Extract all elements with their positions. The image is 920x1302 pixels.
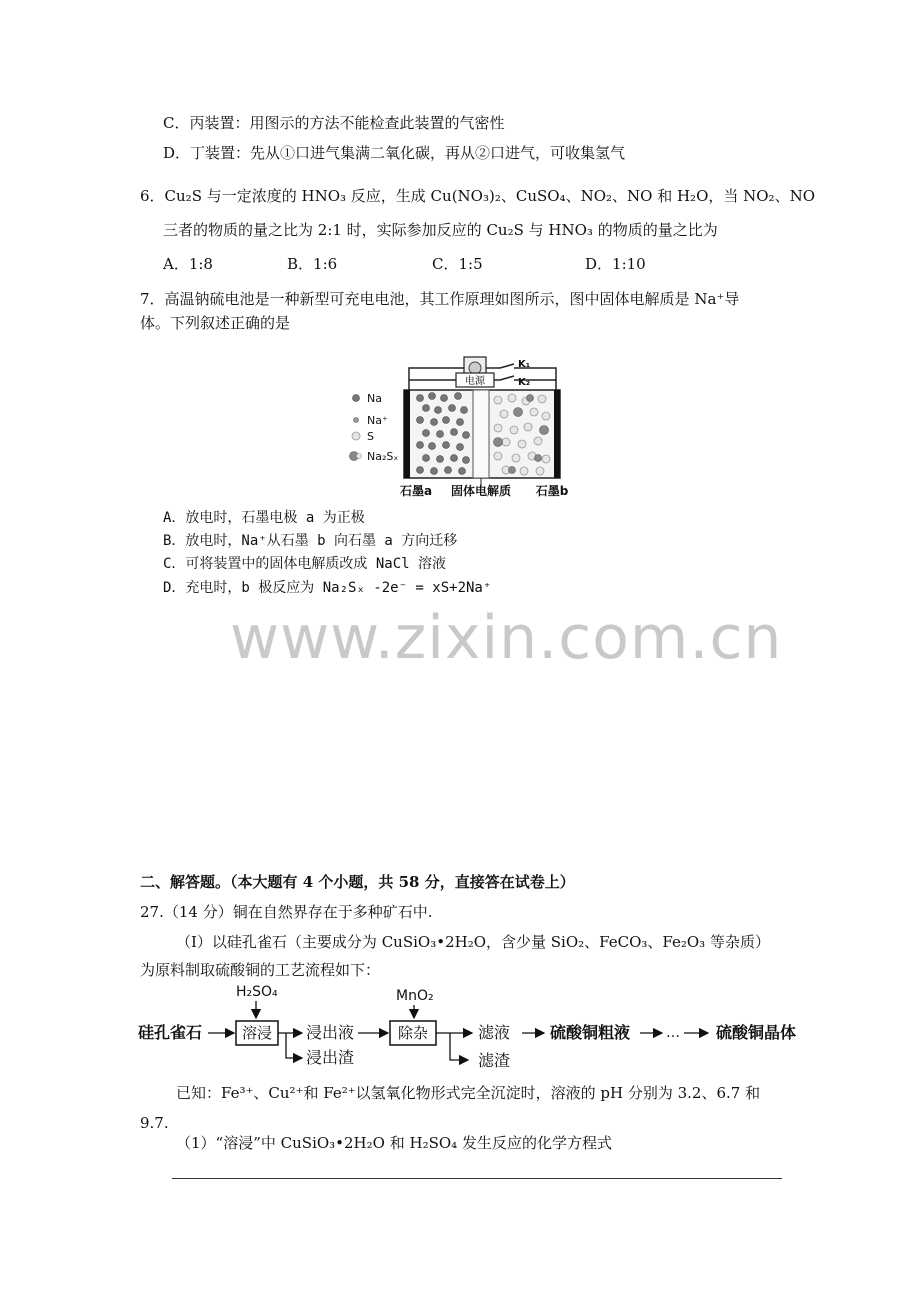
q7-stem-line2: 体。下列叙述正确的是	[140, 314, 291, 332]
q6-option-c: C．1:5	[432, 255, 483, 273]
q27-known-line2: 9.7.	[140, 1114, 169, 1132]
flow-residue-1: 浸出渣	[306, 1048, 355, 1067]
flow-filtrate: 滤液	[478, 1023, 511, 1042]
q27-line3: 为原料制取硫酸铜的工艺流程如下：	[140, 961, 381, 979]
electrode-a	[404, 390, 410, 478]
q27-sub1: （1）“溶浸”中 CuSiO₃•2H₂O 和 H₂SO₄ 发生反应的化学方程式	[176, 1134, 612, 1152]
switch-k1	[500, 364, 514, 368]
label-k1: K₁	[518, 359, 531, 370]
label-solid-electrolyte: 固体电解质	[450, 484, 512, 498]
flow-ellipsis: …	[666, 1025, 680, 1041]
flow-residue-2: 滤渣	[478, 1051, 511, 1070]
diagram-legend	[350, 392, 399, 463]
reagent-mno2: MnO₂	[396, 988, 434, 1004]
q7-option-c: C．可将装置中的固体电解质改成 NaCl 溶液	[163, 556, 446, 572]
electrode-b	[554, 390, 560, 478]
label-k2: K₂	[518, 377, 531, 388]
q27-line1: 27.（14 分）铜在自然界存在于多种矿石中.	[140, 903, 433, 921]
q6-option-b: B．1:6	[287, 255, 338, 273]
answer-line	[172, 1178, 782, 1179]
solid-electrolyte	[473, 390, 489, 478]
label-graphite-b: 石墨b	[535, 484, 569, 498]
flow-raw-material: 硅孔雀石	[138, 1023, 203, 1042]
flow-crude-solution: 硫酸铜粗液	[550, 1023, 631, 1042]
process-flow-chart	[138, 980, 810, 1080]
q6-stem-line1: 6．Cu₂S 与一定浓度的 HNO₃ 反应，生成 Cu(NO₃)₂、CuSO₄、NO₂、NO 和 H₂O，当 NO₂、NO	[140, 187, 815, 205]
q6-option-a: A．1:8	[163, 255, 213, 273]
flow-leachate: 浸出液	[306, 1023, 355, 1042]
legend-na: Na	[367, 392, 382, 405]
label-graphite-a: 石墨a	[399, 484, 433, 498]
q5-option-d: D．丁装置：先从①口进气集满二氧化碳，再从②口进气，可收集氢气	[163, 144, 626, 162]
q6-option-d: D．1:10	[585, 255, 646, 273]
legend-na-plus: Na⁺	[367, 414, 388, 427]
q27-known-line1: 已知：Fe³⁺、Cu²⁺和 Fe²⁺以氢氧化物形式完全沉淀时，溶液的 pH 分别为 3.2、6.7 和	[176, 1084, 761, 1102]
reagent-h2so4: H₂SO₄	[236, 984, 278, 1000]
power-source-label: 电源	[465, 376, 485, 387]
switch-k2	[500, 376, 514, 380]
flow-step-leaching-label: 溶浸	[241, 1024, 273, 1042]
section2-heading: 二、解答题。（本大题有 4 个小题，共 58 分，直接答在试卷上）	[140, 873, 575, 891]
legend-s: S	[367, 430, 374, 443]
q7-option-b: B．放电时，Na⁺从石墨 b 向石墨 a 方向迁移	[163, 533, 458, 549]
q7-option-d: D．充电时，b 极反应为 Na₂Sₓ -2e⁻ = xS+2Na⁺	[163, 580, 492, 596]
flow-step-purify-label: 除杂	[397, 1024, 429, 1042]
q7-stem-line1: 7．高温钠硫电池是一种新型可充电电池，其工作原理如图所示，图中固体电解质是 Na⁺导	[140, 290, 740, 308]
battery-diagram	[340, 338, 580, 500]
flow-crystal: 硫酸铜晶体	[716, 1023, 797, 1042]
q6-stem-line2: 三者的物质的量之比为 2:1 时，实际参加反应的 Cu₂S 与 HNO₃ 的物质的量之比为	[163, 221, 718, 239]
watermark: www.zixin.com.cn	[230, 603, 783, 673]
q5-option-c: C．丙装置：用图示的方法不能检查此装置的气密性	[163, 114, 505, 132]
q7-option-a: A．放电时，石墨电极 a 为正极	[163, 510, 365, 526]
legend-na2sx: Na₂Sₓ	[367, 450, 399, 463]
q27-line2: （Ⅰ）以硅孔雀石（主要成分为 CuSiO₃•2H₂O，含少量 SiO₂、FeCO₃、Fe₂O₃ 等杂质）	[176, 933, 770, 951]
